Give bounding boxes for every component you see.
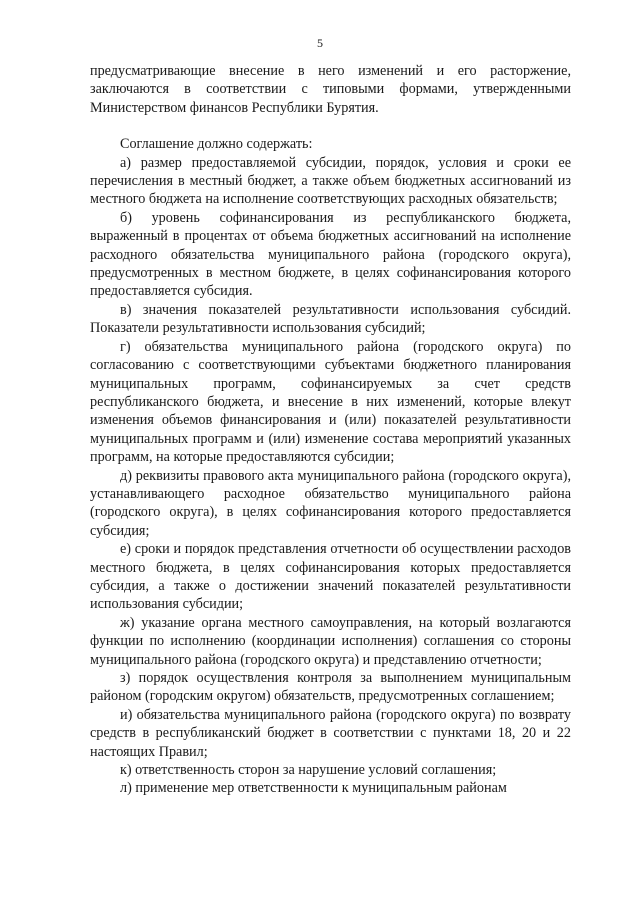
paragraph-item-zh: ж) указание органа местного самоуправления, на который возлагаются функции по исполнению (координации исполнения) соглашения со стороны муниципального района (городского округа) и представлению отчетности; [90,614,571,668]
document-body [90,62,571,798]
paragraph-item-k: к) ответственность сторон за нарушение условий соглашения; [120,762,497,779]
paragraph-item-d: д) реквизиты правового акта муниципального района (городского округа), устанавливающего расходное обязательство муниципального района (городского округа), в целях софинансирования которого предоставляется субсидия; [90,467,571,539]
page-number: 5 [317,36,323,50]
paragraph-item-a: а) размер предоставляемой субсидии, порядок, условия и сроки ее перечисления в местный бюджет, а также объем бюджетных ассигнований из местного бюджета на исполнение соответствующих расходных обязательств; [90,154,571,208]
paragraph-item-l: л) применение мер ответственности к муниципальным районам [120,780,507,797]
paragraph-agreement-heading: Соглашение должно содержать: [120,136,313,153]
paragraph-item-g: г) обязательства муниципального района (городского округа) по согласованию с соответствующими субъектами бюджетного планирования муниципальных программ, софинансируемых за счет средств республиканского бюджета, и внесение в них изменений, которые влекут изменения объемов финансирования и (или) показателей результативности муниципальных программ и (или) изменение состава мероприятий указанных программ, на которые предоставляются субсидии; [90,338,571,466]
paragraph-item-e: е) сроки и порядок представления отчетности об осуществлении расходов местного бюджета, в целях софинансирования которых предоставляется субсидия, а также о достижении значений показателей результативности использования субсидии; [90,541,571,613]
paragraph-intro: предусматривающие внесение в него изменений и его расторжение, заключаются в соответствии с типовыми формами, утвержденными Министерством финансов Республики Бурятия. [90,63,571,116]
paragraph-item-v: в) значения показателей результативности использования субсидий. Показатели результативности использования субсидий; [90,301,571,337]
paragraph-item-i: и) обязательства муниципального района (городского округа) по возврату средств в республиканский бюджет в соответствии с пунктами 18, 20 и 22 настоящих Правил; [90,706,571,760]
paragraph-item-b: б) уровень софинансирования из республиканского бюджета, выраженный в процентах от объема бюджетных ассигнований на исполнение расходного обязательства муниципального района (городского округа), предусмотренных в местном бюджете, в целях софинансирования которого предоставляется субсидия. [90,209,571,300]
paragraph-item-z: з) порядок осуществления контроля за выполнением муниципальным районом (городским округом) обязательств, предусмотренных соглашением; [90,670,571,705]
